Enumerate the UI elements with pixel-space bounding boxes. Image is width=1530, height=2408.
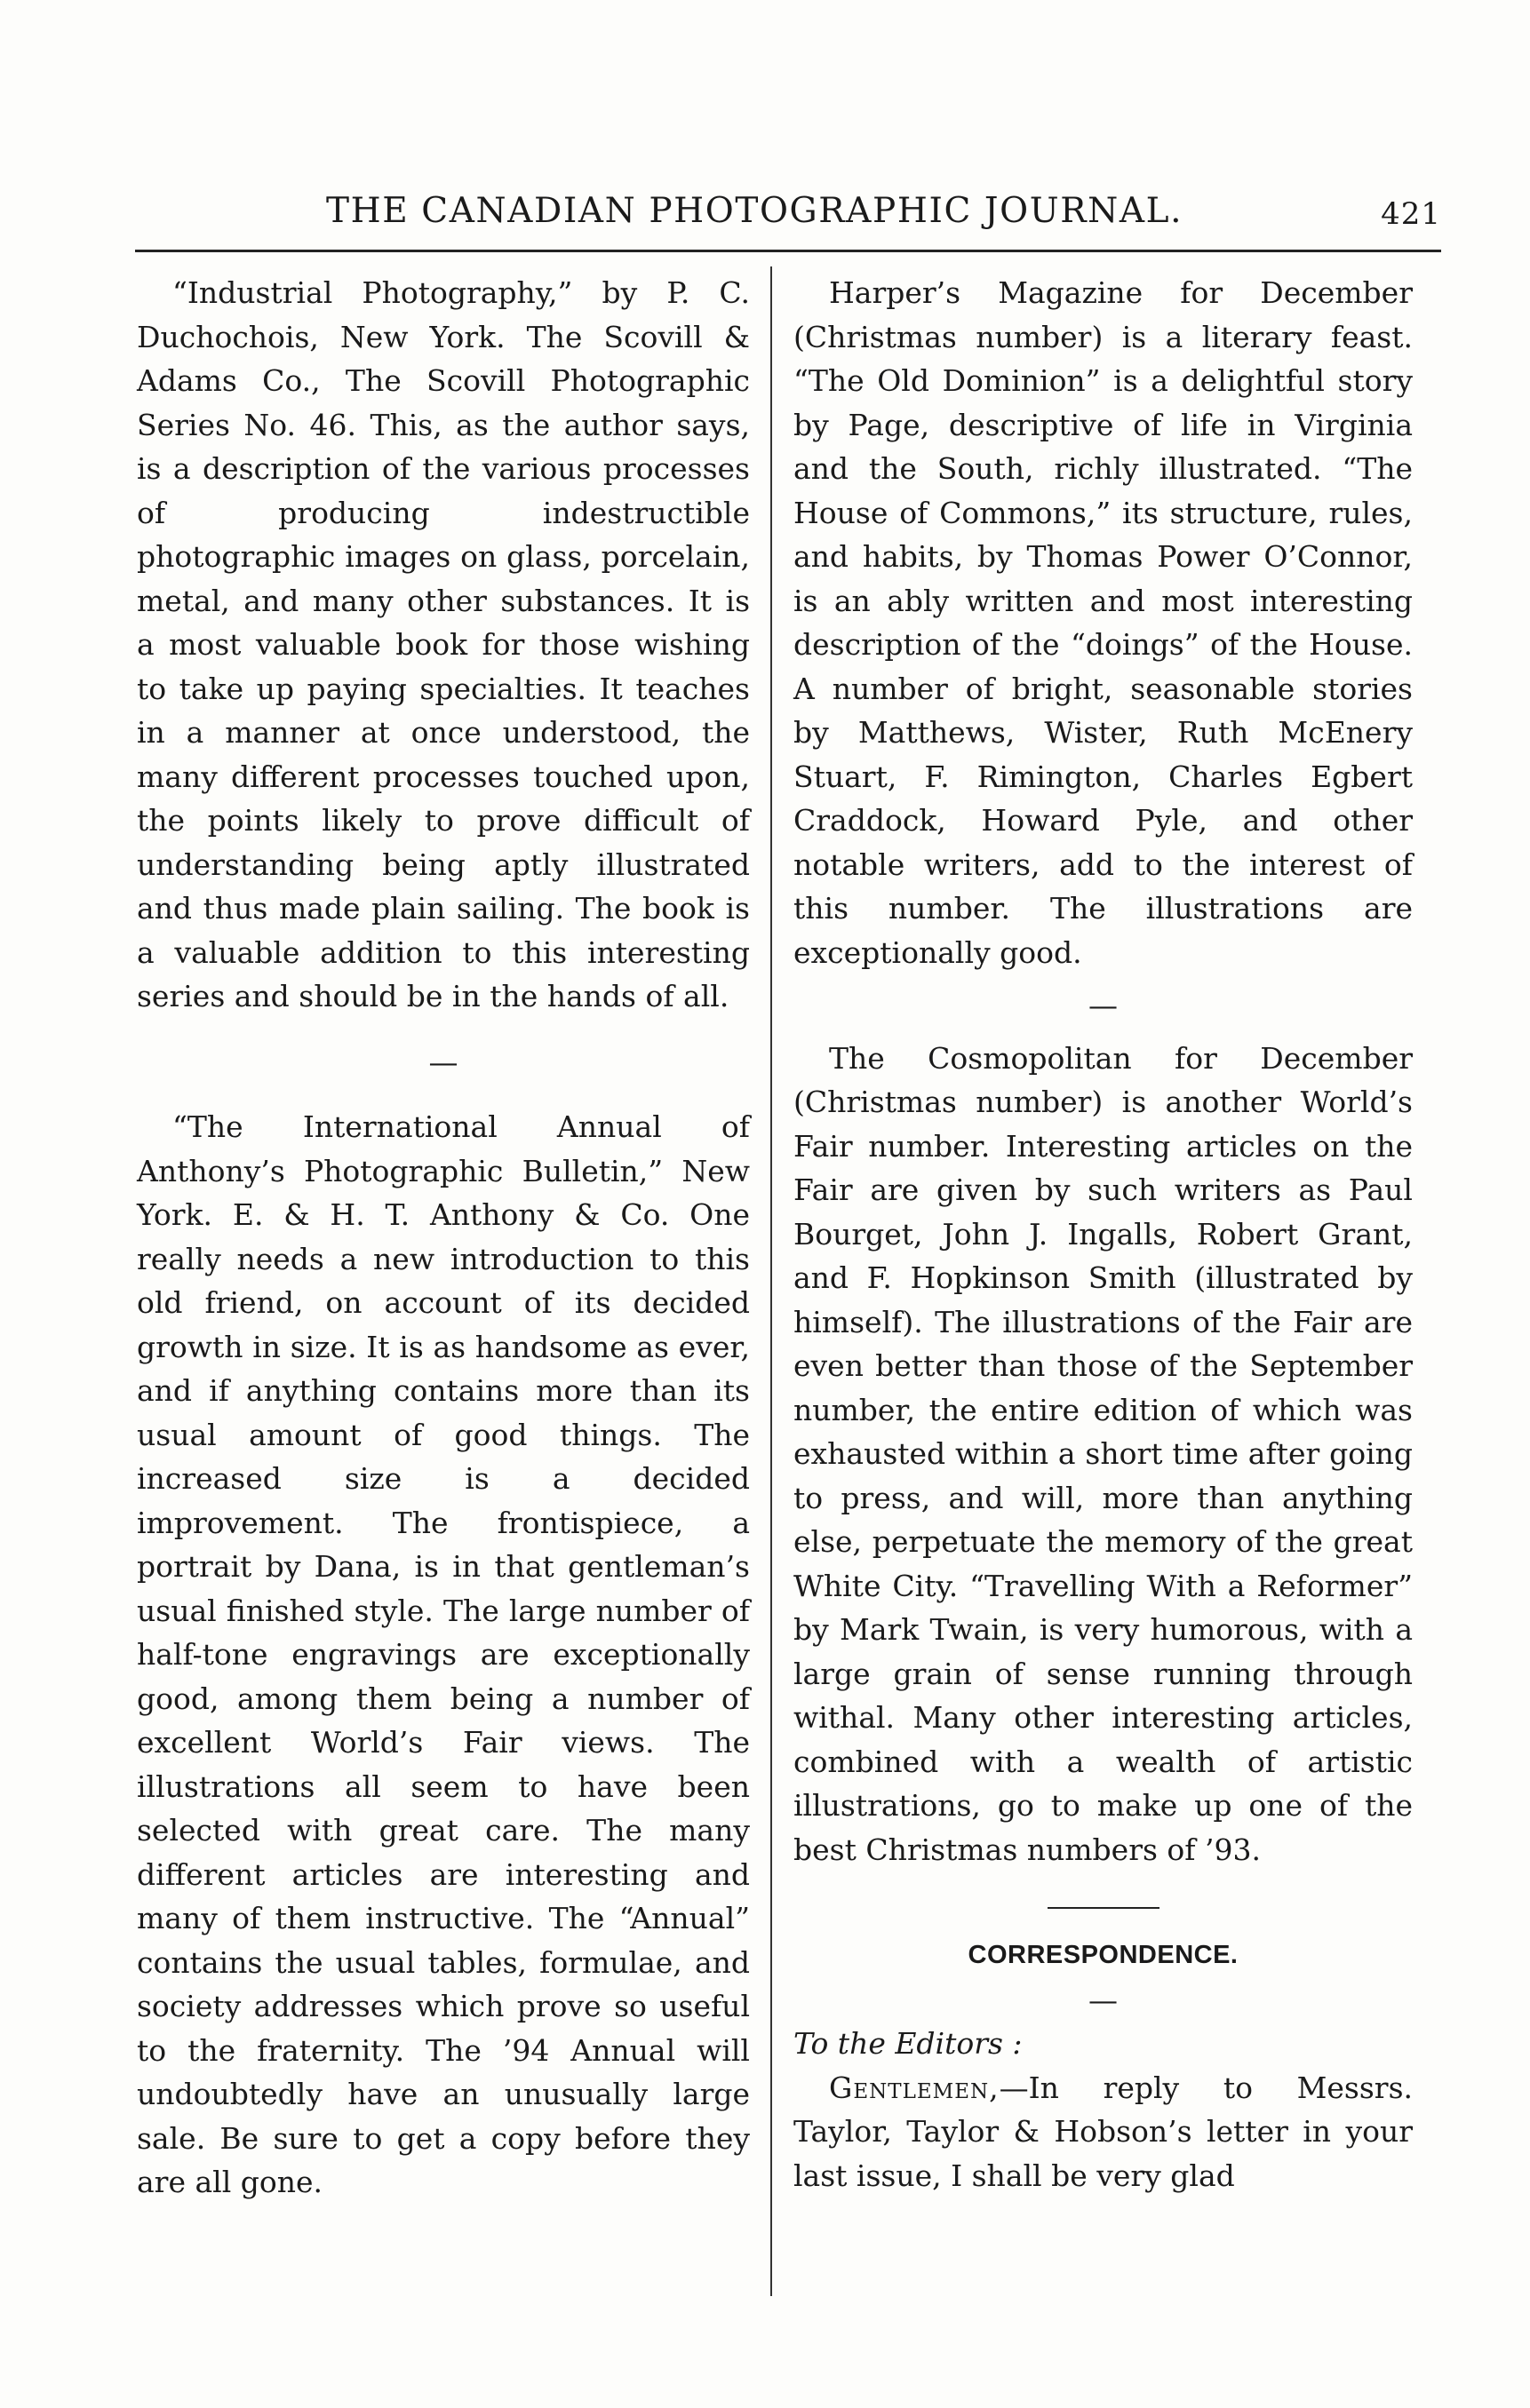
column-divider xyxy=(770,266,772,2296)
journal-title: THE CANADIAN PHOTOGRAPHIC JOURNAL. xyxy=(326,191,1183,231)
section-rule xyxy=(1048,1907,1159,1909)
header-rule xyxy=(135,250,1441,252)
section-separator: — xyxy=(1088,988,1118,1022)
letter-opening: Gentlemen, xyxy=(829,2070,1000,2105)
letter-text: —In reply to Messrs. Taylor, Taylor & Hobson’s letter in your last issue, I shall be very glad xyxy=(793,2070,1413,2193)
left-column xyxy=(137,271,750,2205)
page-number: 421 xyxy=(1381,196,1441,232)
correspondence-heading: CORRESPONDENCE. xyxy=(968,1941,1239,1969)
letter-body xyxy=(793,2066,1413,2198)
review-harpers-magazine: Harper’s Magazine for December (Christmas number) is a literary feast. “The Old Dominion” is a delightful story by Page, descriptive of life in Virginia and the South, richly illustrated. “The House of Commons,” its structure, rules, and habits, by Thomas Power O’Connor, is an ably written and most interesting description of the “doings” of the House. A number of bright, seasonable stories by Matthews, Wister, Ruth McEnery Stuart, F. Rimington, Charles Egbert Craddock, Howard Pyle, and other notable writers, add to the interest of this number. The illustrations are exceptionally good. xyxy=(793,275,1413,970)
heading-separator: — xyxy=(1088,1982,1118,2017)
section-separator: — xyxy=(428,1044,458,1079)
review-cosmopolitan: The Cosmopolitan for December (Christmas number) is another World’s Fair number. Interesting articles on the Fair are given by such writers as Paul Bourget, John J. Ingalls, Robert Grant, and F. Hopkinson Smith (illustrated by himself). The illustrations of the Fair are even better than those of the September number, the entire edition of which was exhausted within a short time after going to press, and will, more than anything else, perpetuate the memory of the great White City. “Travelling With a Reformer” by Mark Twain, is very humorous, with a large grain of sense running through withal. Many other interesting articles, combined with a wealth of artistic illustrations, go to make up one of the best Christmas numbers of ’93. xyxy=(793,1040,1413,1867)
review-international-annual: “The International Annual of Anthony’s Photographic Bulletin,” New York. E. & H. T. Anthony & Co. One really needs a new introduction to this old friend, on account of its decided growth in size. It is as handsome as ever, and if anything contains more than its usual amount of good things. The increased size is a decided improvement. The frontispiece, a portrait by Dana, is in that gentleman’s usual finished style. The large number of half-tone engravings are exceptionally good, among them being a number of excellent World’s Fair views. The illustrations all seem to have been selected with great care. The many different articles are interesting and many of them instructive. The “Annual” contains the usual tables, formulae, and society addresses which prove so useful to the fraternity. The ’94 Annual will undoubtedly have an unusually large sale. Be sure to get a copy before they are all gone. xyxy=(137,1109,750,2199)
right-column xyxy=(793,271,1413,2197)
running-header xyxy=(135,191,1441,244)
review-industrial-photography: “Industrial Photography,” by P. C. Duchochois, New York. The Scovill & Adams Co., The Scovill Photographic Series No. 46. This, as the author says, is a description of the various processes of producing indestructible photographic images on glass, porcelain, metal, and many other substances. It is a most valuable book for those wishing to take up paying specialties. It teaches in a manner at once understood, the many different processes touched upon, the points likely to prove difficult of understanding being aptly illustrated and thus made plain sailing. The book is a valuable addition to this interesting series and should be in the hands of all. xyxy=(137,275,750,1013)
letter-salutation: To the Editors : xyxy=(793,2026,1023,2061)
